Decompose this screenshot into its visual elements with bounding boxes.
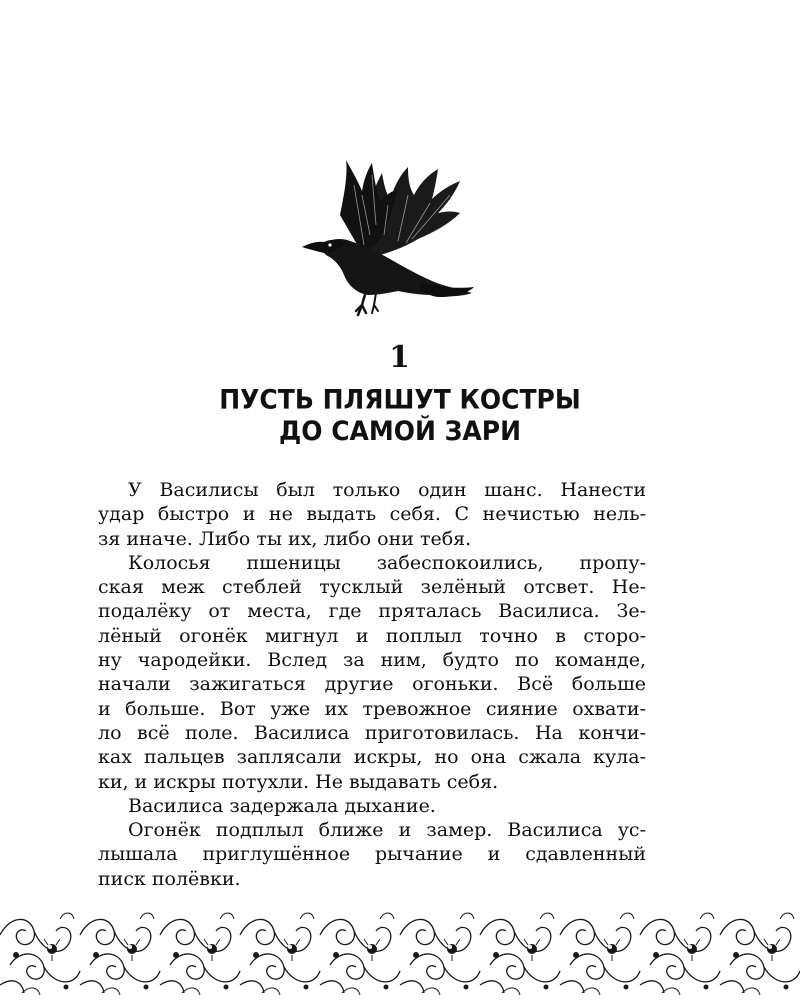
text-line: начали зажигаться другие огоньки. Всё больше	[98, 673, 646, 696]
text-line: подалёку от места, где пряталась Василиса. Зе-	[98, 600, 646, 623]
text-line: зя иначе. Либо ты их, либо они тебя.	[98, 527, 472, 550]
text-line: У Василисы был только один шанс. Нанести	[128, 479, 646, 501]
text-line: лёный огонёк мигнул и поплыл точно в сторо-	[98, 624, 646, 647]
text-line: лышала приглушённое рычание и сдавленный	[98, 843, 646, 866]
text-line: ская меж стеблей тусклый зелёный отсвет. Не-	[98, 576, 646, 599]
text-line: писк полёвки.	[98, 867, 241, 890]
text-line: ки, и искры потухли. Не выдавать себя.	[98, 770, 499, 793]
chapter-body-text	[98, 478, 646, 891]
floral-border-icon	[0, 905, 800, 1000]
raven-icon	[300, 155, 475, 325]
text-line: ках пальцев заплясали искры, но она сжала кула-	[98, 746, 646, 769]
chapter-number: 1	[389, 340, 411, 375]
text-line: Василиса задержала дыхание.	[128, 794, 436, 817]
text-line: удар быстро и не выдать себя. С нечистью нель-	[98, 503, 646, 526]
text-line: Колосья пшеницы забеспокоились, пропу-	[128, 551, 646, 574]
text-line: ну чародейки. Вслед за ним, будто по команде,	[98, 649, 646, 672]
text-line: Огонёк подплыл ближе и замер. Василиса ус-	[128, 819, 646, 842]
text-line: ло всё поле. Василиса приготовилась. На кончи-	[98, 721, 646, 744]
chapter-title	[0, 385, 800, 448]
chapter-title-line-1: ПУСТЬ ПЛЯШУТ КОСТРЫ	[219, 384, 581, 415]
text-line: и больше. Вот уже их тревожное сияние охвати-	[98, 697, 646, 720]
chapter-title-line-2: ДО САМОЙ ЗАРИ	[278, 416, 522, 447]
